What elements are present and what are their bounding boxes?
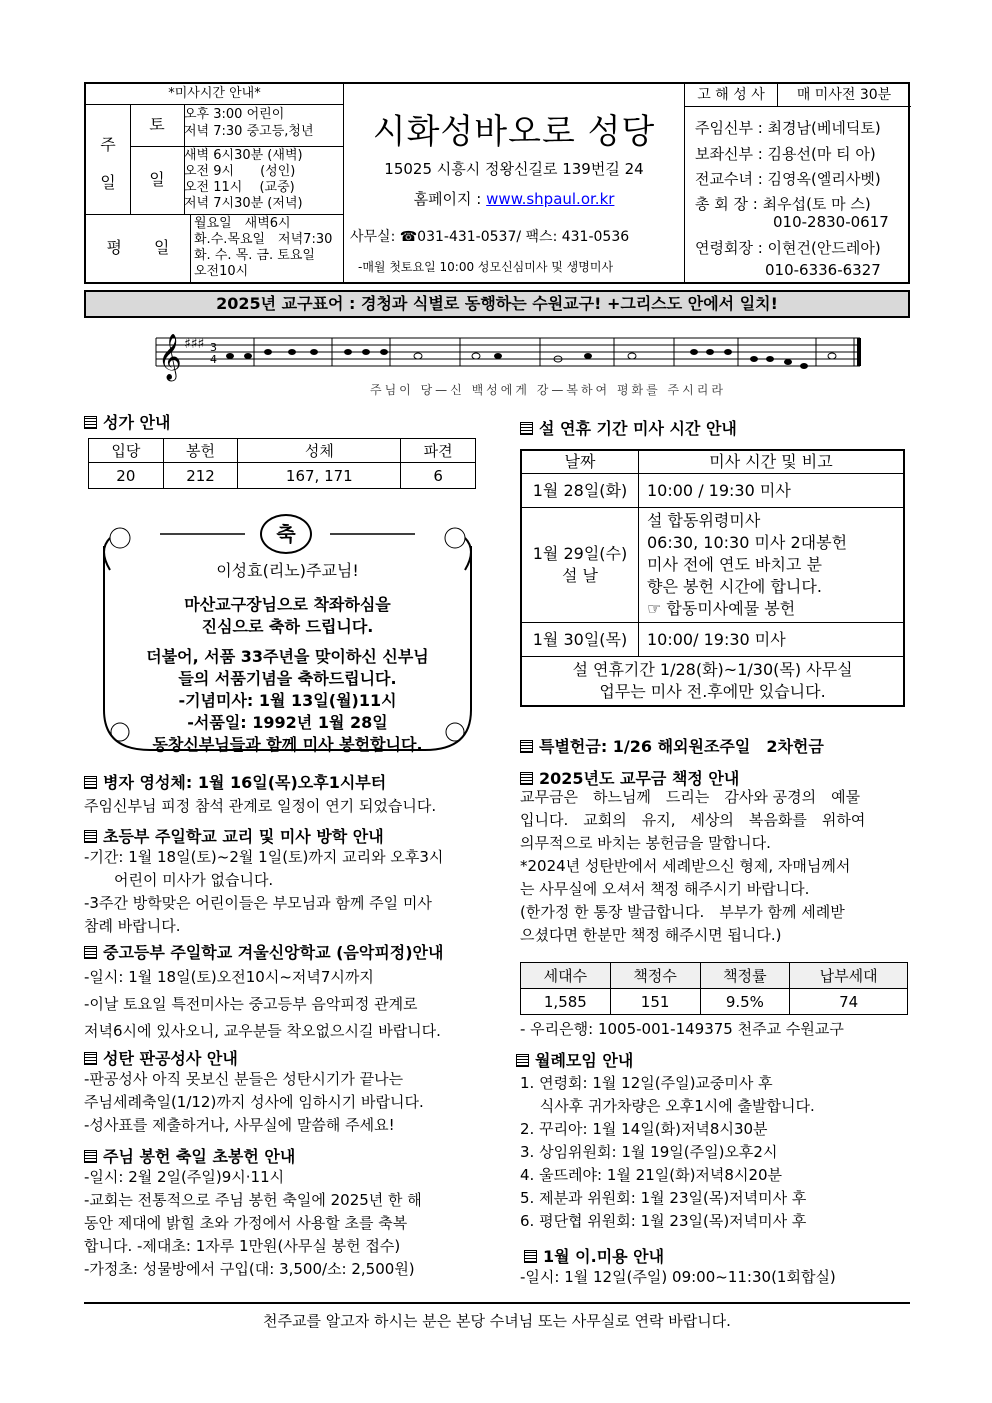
meeting-line: 1. 연령회: 1월 12일(주일)교중미사 후: [520, 1074, 773, 1092]
monthly-mass: -매월 첫토요일 10:00 성모신심미사 및 생명미사: [358, 260, 614, 274]
dues-line: 교무금은 하느님께 드리는 감사와 공경의 예물: [520, 788, 861, 806]
office-contact: 사무실: ☎031-431-0537/ 팩스: 431-0536: [350, 229, 630, 245]
pastor: 주임신부 : 최경남(베네딕토): [695, 119, 881, 137]
parish-address: 15025 시흥시 정왕신길로 139번길 24: [384, 160, 644, 178]
weekday-label: 평 일: [86, 214, 191, 282]
hymns-header: 파견: [401, 439, 476, 463]
bullet-square-icon: [520, 772, 533, 785]
meeting-line: 2. 꾸리아: 1월 14일(화)저녁8시30분: [520, 1120, 768, 1138]
bullet-square-icon: [520, 422, 533, 435]
special-collection-row: [520, 734, 824, 757]
candle-text: [84, 1166, 422, 1281]
candle-line: 동안 제대에 밝힐 초와 가정에서 사용할 초를 축복: [84, 1214, 408, 1232]
holiday-date: 1월 30일(목): [521, 623, 639, 657]
holiday-title-row: [520, 416, 737, 439]
meeting-line: 식사후 귀가차량은 오후1시에 출발합니다.: [520, 1097, 815, 1115]
confession-notice-line: -성사표를 제출하거나, 사무실에 말씀해 주세요!: [84, 1116, 395, 1134]
holiday-table: [520, 449, 905, 707]
music-notation: [148, 326, 864, 398]
dues-value: 74: [790, 989, 908, 1015]
dues-table: [520, 962, 908, 1015]
sunday-times: [184, 148, 303, 212]
elementary-text: [84, 846, 443, 938]
elementary-line: -3주간 방학맞은 어린이들은 부모님과 함께 주일 미사: [84, 894, 432, 912]
weekday-times: [194, 216, 332, 280]
bullet-square-icon: [524, 1250, 537, 1263]
meeting-line: 5. 제분과 위원회: 1월 23일(목)저녁미사 후: [520, 1189, 807, 1207]
sunday-label-1: 주: [100, 135, 116, 154]
youth-title: 중고등부 주일학교 겨울신앙학교 (음악피정)안내: [103, 943, 444, 962]
sick-title-row: [84, 770, 386, 793]
celebration-line: 더불어, 서품 33주년을 맞이하신 신부님: [146, 647, 429, 666]
confession-notice-text: [84, 1068, 424, 1137]
dues-line: *2024년 성탄반에서 세례받으신 형제, 자매님께서: [520, 857, 851, 875]
saturday-label: 토: [130, 104, 185, 147]
celebration-line: -기념미사: 1월 13일(월)11시: [178, 691, 397, 710]
holiday-footer: 설 연휴기간 1/28(화)~1/30(목) 사무실 업무는 미사 전.후에만 있습니다.: [521, 657, 904, 707]
council-president: 총 회 장 : 최우섭(토 마 스): [695, 195, 871, 213]
hymns-table: [88, 438, 476, 489]
sun-line: 오전 9시 (성인): [184, 164, 296, 179]
barber-title: 1월 이.미용 안내: [543, 1247, 665, 1266]
holiday-date: 1월 29일(수) 설 날: [521, 508, 639, 623]
svg-text:♯♯♯: ♯♯♯: [184, 336, 205, 352]
weekday-line: 월요일 새벽6시: [194, 216, 291, 231]
weekday-line: 화. 수. 목. 금. 토요일: [194, 248, 315, 263]
federation-president: 연령회장 : 이현건(안드레아): [695, 239, 881, 257]
meeting-line: 4. 울뜨레야: 1월 21일(화)저녁8시20분: [520, 1166, 783, 1184]
catechist-sister: 전교수녀 : 김영옥(엘리사벳): [695, 170, 881, 188]
bullet-square-icon: [84, 1052, 97, 1065]
holiday-note: 10:00 / 19:30 미사: [639, 474, 905, 508]
header-box: [84, 82, 910, 284]
special-collection-title: 특별헌금: 1/26 해외원조주일 2차헌금: [539, 737, 824, 756]
hymns-value: 6: [401, 463, 476, 489]
sunday-label-2: 일: [100, 173, 116, 192]
weekday-line: 오전10시: [194, 264, 249, 279]
bullet-square-icon: [84, 946, 97, 959]
holiday-title: 설 연휴 기간 미사 시간 안내: [539, 419, 737, 438]
holiday-note: 설 합동위령미사 06:30, 10:30 미사 2대봉헌 미사 전에 연도 바치고 분 향은 봉헌 시간에 합니다. ☞ 합동미사예물 봉헌: [639, 508, 905, 623]
svg-text:주님이 당—신 백성에게 강—복하여 평화를 주시리라: 주님이 당—신 백성에게 강—복하여 평화를 주시리라: [370, 383, 726, 397]
dues-value: 9.5%: [700, 989, 790, 1015]
celebration-line: -서품일: 1992년 1월 28일: [187, 713, 388, 732]
confession-notice-title: 성탄 판공성사 안내: [103, 1049, 238, 1068]
dues-header: 책정률: [700, 963, 790, 989]
candle-line: -가정초: 성물방에서 구입(대: 3,500/소: 2,500원): [84, 1260, 415, 1278]
youth-line: -일시: 1월 18일(토)오전10시~저녁7시까지: [84, 968, 374, 986]
celebration-line: [90, 582, 485, 594]
dues-line: 으셨다면 한분만 책정 해주시면 됩니다.): [520, 926, 782, 944]
hymns-value: 212: [163, 463, 238, 489]
bullet-square-icon: [516, 1054, 529, 1067]
hymns-value: 20: [89, 463, 164, 489]
homepage-label: 홈페이지 :: [413, 190, 482, 208]
sick-text: 주임신부님 피정 참석 관계로 일정이 연기 되었습니다.: [84, 797, 437, 815]
parish-info: [344, 84, 684, 282]
bullet-square-icon: [520, 740, 533, 753]
hymns-title-row: [84, 410, 170, 433]
barber-text: -일시: 1월 12일(주일) 09:00~11:30(1회합실): [520, 1268, 836, 1286]
hymns-header: 성체: [238, 439, 401, 463]
footer-text: 천주교를 알고자 하시는 분은 본당 수녀님 또는 사무실로 연락 바랍니다.: [263, 1312, 731, 1330]
staff-info: [684, 84, 911, 282]
sunday-label-cell: [86, 104, 131, 215]
confession-row: [685, 84, 911, 107]
svg-text:𝄞: 𝄞: [158, 334, 182, 380]
homepage-link[interactable]: www.shpaul.or.kr: [486, 190, 615, 208]
meetings-title: 월례모임 안내: [535, 1051, 634, 1070]
sunday-day-label: 일: [130, 146, 185, 214]
dues-text: [520, 786, 865, 947]
confession-label: 고 해 성 사: [685, 84, 778, 106]
candle-title: 주님 봉헌 축일 초봉헌 안내: [103, 1147, 296, 1166]
dues-line: 의무적으로 바치는 봉헌금을 말합니다.: [520, 834, 771, 852]
meetings-text: [520, 1072, 815, 1233]
sat-line: 오후 3:00 어린이: [184, 107, 285, 122]
mass-schedule-title: *미사시간 안내*: [86, 84, 343, 105]
svg-text:3: 3: [210, 341, 217, 354]
elementary-title: 초등부 주일학교 교리 및 미사 방학 안내: [103, 827, 384, 846]
hymns-title: 성가 안내: [103, 413, 171, 432]
youth-line: 저녁6시에 있사오니, 교우분들 착오없으시길 바랍니다.: [84, 1022, 441, 1040]
dues-value: 1,585: [521, 989, 611, 1015]
candle-line: -일시: 2월 2일(주일)9시·11시: [84, 1168, 285, 1186]
diocese-motto: 2025년 교구표어 : 경청과 식별로 동행하는 수원교구! +그리스도 안에서 일치!: [84, 290, 910, 318]
confession-notice-line: -판공성사 아직 못보신 분들은 성탄시기가 끝나는: [84, 1070, 404, 1088]
holiday-note: 10:00/ 19:30 미사: [639, 623, 905, 657]
weekday-line: 화.수.목요일 저녁7:30: [194, 232, 333, 247]
bullet-square-icon: [84, 1150, 97, 1163]
elementary-line: 참례 바랍니다.: [84, 917, 181, 935]
hymns-value: 167, 171: [238, 463, 401, 489]
dues-value: 151: [610, 989, 700, 1015]
homepage-row: [344, 188, 684, 209]
sun-line: 새벽 6시30분 (새벽): [184, 148, 303, 163]
youth-title-row: [84, 940, 443, 963]
confession-notice-title-row: [84, 1046, 238, 1069]
celebration-line: 동창신부님들과 함께 미사 봉헌합니다.: [152, 735, 423, 754]
celebration-badge: 축: [260, 514, 312, 554]
holiday-date: 1월 28일(화): [521, 474, 639, 508]
assistant-priest: 보좌신부 : 김용선(마 티 아): [695, 145, 876, 163]
hymns-header: 입당: [89, 439, 164, 463]
music-staff: [148, 326, 864, 398]
svg-text:4: 4: [210, 353, 217, 366]
dues-line: (한가정 한 통장 발급합니다. 부부가 함께 세례받: [520, 903, 845, 921]
footer-rule: [84, 1302, 910, 1304]
celebration-line: 마산교구장님으로 착좌하심을: [184, 595, 391, 614]
dues-header: 세대수: [521, 963, 611, 989]
celebration-line: 진심으로 축하 드립니다.: [201, 617, 374, 636]
elementary-line: -기간: 1월 18일(토)~2월 1일(토)까지 교리와 오후3시: [84, 848, 444, 866]
parish-name: 시화성바오로 성당: [372, 112, 656, 152]
president-phone: 010-2830-0617: [773, 213, 889, 231]
meetings-title-row: [516, 1048, 633, 1071]
bank-account: - 우리은행: 1005-001-149375 천주교 수원교구: [520, 1020, 844, 1038]
celebration-card: [90, 510, 485, 760]
sun-line: 오전 11시 (교중): [184, 180, 295, 195]
sat-line: 저녁 7:30 중고등,청년: [184, 124, 314, 139]
mass-schedule: [86, 84, 344, 282]
dues-line: 입니다. 교회의 유지, 세상의 복음화를 위하여: [520, 811, 866, 829]
holiday-header: 미사 시간 및 비고: [639, 450, 905, 474]
dues-header: 납부세대: [790, 963, 908, 989]
bullet-square-icon: [84, 416, 97, 429]
candle-title-row: [84, 1144, 295, 1167]
dues-title: 2025년도 교무금 책정 안내: [539, 769, 740, 788]
elementary-line: 어린이 미사가 없습니다.: [84, 871, 274, 889]
candle-line: 합니다. -제대초: 1자루 1만원(사무실 봉헌 접수): [84, 1237, 401, 1255]
holiday-header: 날짜: [521, 450, 639, 474]
youth-text: [84, 964, 441, 1045]
celebration-text: [90, 550, 485, 756]
meeting-line: 3. 상임위원회: 1월 19일(주일)오후2시: [520, 1143, 778, 1161]
sun-line: 저녁 7시30분 (저녁): [184, 196, 303, 211]
confession-value: 매 미사전 30분: [796, 87, 892, 103]
dues-header: 책정수: [610, 963, 700, 989]
sick-title: 병자 영성체: 1월 16일(목)오후1시부터: [103, 773, 387, 792]
meeting-line: 6. 평단협 위원회: 1월 23일(목)저녁미사 후: [520, 1212, 807, 1230]
celebration-line: 이성효(리노)주교님!: [216, 561, 359, 580]
elementary-title-row: [84, 824, 384, 847]
federation-phone: 010-6336-6327: [765, 261, 881, 279]
candle-line: -교회는 전통적으로 주님 봉헌 축일에 2025년 한 해: [84, 1191, 422, 1209]
saturday-times: [184, 106, 314, 140]
hymns-header: 봉헌: [163, 439, 238, 463]
confession-notice-line: 주님세례축일(1/12)까지 성사에 임하시기 바랍니다.: [84, 1093, 424, 1111]
dues-line: 는 사무실에 오셔서 책정 해주시기 바랍니다.: [520, 880, 810, 898]
youth-line: -이날 토요일 특전미사는 중고등부 음악피정 관계로: [84, 995, 418, 1013]
barber-title-row: [524, 1244, 664, 1267]
celebration-line: 들의 서품기념을 축하드립니다.: [178, 669, 397, 688]
bullet-square-icon: [84, 776, 97, 789]
bullet-square-icon: [84, 830, 97, 843]
